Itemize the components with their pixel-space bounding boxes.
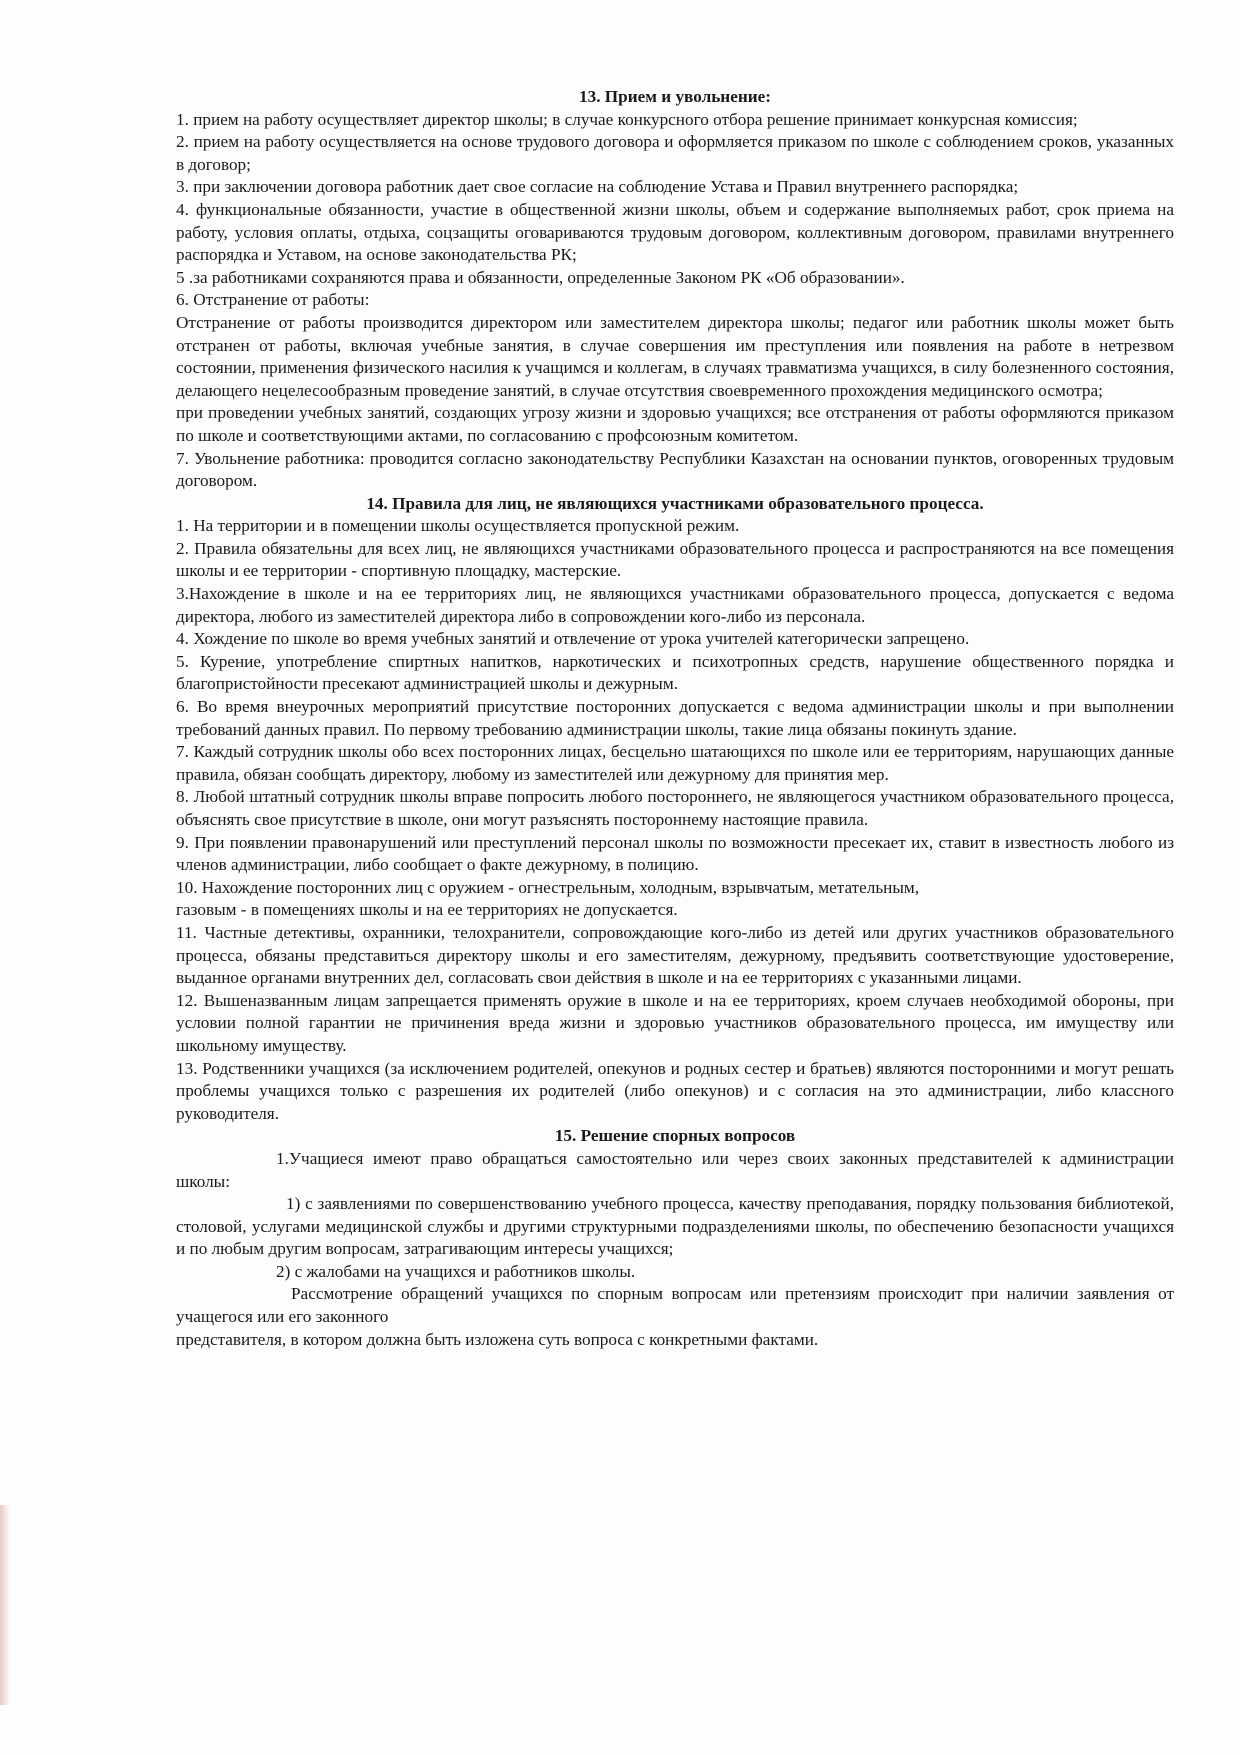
section-14-item-3: 3.Нахождение в школе и на ее территориях лиц, не являющихся участниками образовательного процесса, допускается с ведома директора, любого из заместителей директора либо в сопровождении кого-либо из персонала. [176, 584, 1174, 626]
section-15-review-cont: представителя, в котором должна быть изложена суть вопроса с конкретными фактами. [176, 1329, 819, 1349]
section-14-item-7: 7. Каждый сотрудник школы обо всех посторонних лицах, бесцельно шатающихся по школе или ее территориям, нарушающих данные правила, обязан сообщать директору, любому из заместителей или дежурному для принятия мер. [176, 742, 1174, 784]
section-13-item-3: 3. при заключении договора работник дает свое согласие на соблюдение Устава и Правил внутреннего распорядка; [176, 177, 1019, 197]
section-15-subitem-2: 2) с жалобами на учащихся и работников школы. [276, 1261, 636, 1281]
section-13-item-6-cont: при проведении учебных занятий, создающих угрозу жизни и здоровью учащихся; все отстранения от работы оформляются приказом по школе и соответствующими актами, по согласованию с профсоюзным комитетом. [176, 403, 1174, 445]
section-13-item-6-text: Отстранение от работы производится директором или заместителем директора школы; педагог или работник школы может быть отстранен от работы, включая учебные занятия, в случае совершения им преступления или появления на работе в нетрезвом состоянии, применения физического насилия к учащимся и коллегам, в случаях травматизма учащихся, в силу болезненного состояния, делающего нецелесообразным проведение занятий, в случае отсутствия своевременного прохождения медицинского осмотра; [176, 312, 1174, 400]
section-14-item-6: 6. Во время внеурочных мероприятий присутствие посторонних допускается с ведома администрации школы и при выполнении требований данных правил. По первому требованию администрации школы, такие лица обязаны покинуть здание. [176, 697, 1174, 739]
section-14-item-9: 9. При появлении правонарушений или преступлений персонал школы по возможности пресекает их, ставит в известность любого из членов администрации, либо сообщает о факте дежурному, в полицию. [176, 832, 1174, 875]
scan-edge-mark [0, 1505, 10, 1705]
section-14-item-8: 8. Любой штатный сотрудник школы вправе попросить любого постороннего, не являющегося участником образовательного процесса, объяснять свое присутствие в школе, они могут разъяснять постороннему настоящие правила. [176, 787, 1174, 829]
section-15-heading: 15. Решение спорных вопросов [554, 1126, 796, 1146]
section-13-item-5: 5 .за работниками сохраняются права и обязанности, определенные Законом РК «Об образовании». [176, 267, 905, 287]
section-13-heading: 13. Прием и увольнение: [579, 87, 771, 106]
section-14-item-2: 2. Правила обязательны для всех лиц, не являющихся участниками образовательного процесса и распространяются на все помещения школы и ее территории - спортивную площадку, мастерские. [176, 538, 1174, 581]
section-13-item-6: 6. Отстранение от работы: [176, 290, 370, 310]
section-15-subitem-1: 1) с заявлениями по совершенствованию учебного процесса, качеству преподавания, порядку пользования библиотекой, столовой, услугами медицинской службы и другими структурными подразделениями школы, по обеспечению безопасности учащихся и по любым другим вопросам, затрагивающим интересы учащихся; [176, 1194, 1174, 1259]
section-15-item-1: 1.Учащиеся имеют право обращаться самостоятельно или через своих законных представителей к администрации школы: [176, 1148, 1174, 1191]
section-14-item-10: 10. Нахождение посторонних лиц с оружием - огнестрельным, холодным, взрывчатым, метательным, [176, 877, 920, 897]
section-14-item-13: 13. Родственники учащихся (за исключением родителей, опекунов и родных сестер и братьев) являются посторонними и могут решать проблемы учащихся только с разрешения их родителей (либо опекунов) и с согласия на это администрации, либо классного руководителя. [176, 1058, 1174, 1123]
section-14-item-12: 12. Вышеназванным лицам запрещается применять оружие в школе и на ее территориях, кроем случаев необходимой обороны, при условии полной гарантии не причинения вреда жизни и здоровью участников образовательного процесса, им имуществу или школьному имуществу. [176, 990, 1174, 1055]
section-14-item-4: 4. Хождение по школе во время учебных занятий и отвлечение от урока учителей категорически запрещено. [176, 629, 970, 649]
section-14-heading: 14. Правила для лиц, не являющихся участниками образовательного процесса. [366, 493, 984, 513]
document-body [176, 86, 1174, 1351]
section-14-item-11: 11. Частные детективы, охранники, телохранители, сопровождающие кого-либо из детей или других участников образовательного процесса, обязаны представиться директору школы и его заместителям, дежурному, предъявить соответствующие удостоверение, выданное органами внутренних дел, согласовать свои действия в школе и на ее территориях с указанными лицами. [176, 922, 1174, 988]
section-14-item-10-cont: газовым - в помещениях школы и на ее территориях не допускается. [176, 900, 678, 920]
section-14-item-5: 5. Курение, употребление спиртных напитков, наркотических и психотропных средств, нарушение общественного порядка и благопристойности пресекают администрацией школы и дежурным. [176, 651, 1174, 694]
section-13-item-1: 1. прием на работу осуществляет директор школы; в случае конкурсного отбора решение принимает конкурсная комиссия; [176, 109, 1078, 129]
section-13-item-4: 4. функциональные обязанности, участие в общественной жизни школы, объем и содержание выполняемых работ, срок приема на работу, условия оплаты, отдыха, соцзащиты оговариваются трудовым договором, коллективным договором, правилами внутреннего распорядка и Уставом, на основе законодательства РК; [176, 199, 1174, 265]
section-13-item-2: 2. прием на работу осуществляется на основе трудового договора и оформляется приказом по школе с соблюдением сроков, указанных в договор; [176, 132, 1174, 174]
section-13-item-7: 7. Увольнение работника: проводится согласно законодательству Республики Казахстан на основании пунктов, оговоренных трудовым договором. [176, 448, 1174, 491]
section-14-item-1: 1. На территории и в помещении школы осуществляется пропускной режим. [176, 516, 740, 536]
section-15-review: Рассмотрение обращений учащихся по спорным вопросам или претензиям происходит при наличии заявления от учащегося или его законного [176, 1284, 1174, 1327]
